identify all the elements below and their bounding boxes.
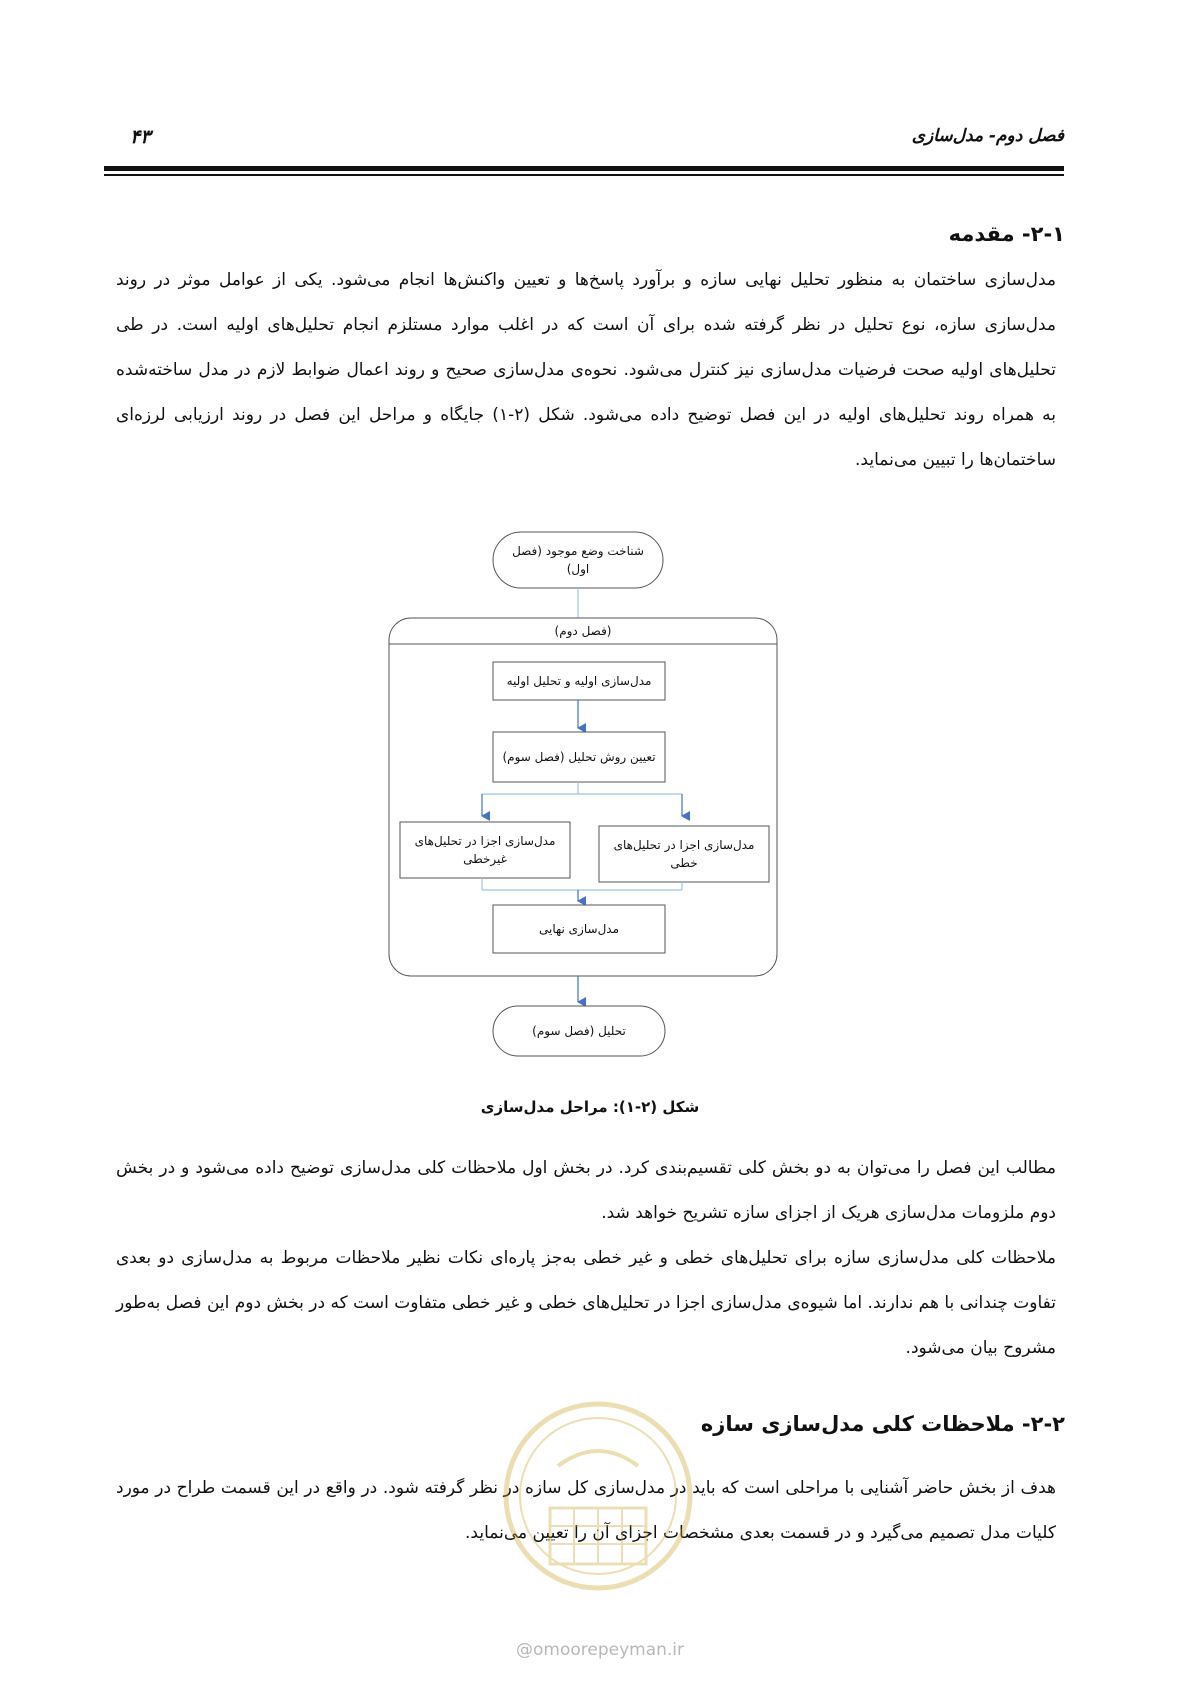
flowchart [380, 528, 800, 1068]
section-heading-introduction: ۲-۱- مقدمه [948, 222, 1065, 246]
section-heading-general-modeling: ۲-۲- ملاحظات کلی مدل‌سازی سازه [700, 1412, 1065, 1436]
header-rule-thick [104, 166, 1064, 171]
paragraph-chapter-overview: مطالب این فصل را می‌توان به دو بخش کلی تقسیم‌بندی کرد. در بخش اول ملاحظات کلی مدل‌سازی توضیح داده می‌شود و در بخش دوم ملزومات مدل‌سازی هریک از اجزای سازه تشریح خواهد شد. [116, 1158, 1056, 1223]
end-node-label: تحلیل (فصل سوم) [532, 1024, 626, 1038]
figure-caption: شکل (۲-۱): مراحل مدل‌سازی [480, 1098, 700, 1116]
page-number: ۴۳ [130, 126, 151, 148]
final-label: مدل‌سازی نهایی [538, 922, 620, 936]
chapter-title: فصل دوم- مدل‌سازی [911, 126, 1064, 146]
watermark-site: omoorepeyman.ir [532, 1640, 685, 1660]
step2-label: تعیین روش تحلیل (فصل سوم) [502, 750, 656, 764]
step1-label: مدل‌سازی اولیه و تحلیل اولیه [506, 674, 652, 688]
paragraph-general-modeling: هدف از بخش حاضر آشنایی با مراحلی است که باید در مدل‌سازی کل سازه در نظر گرفته شود. در واقع در این قسمت طراح در مورد کلیات مدل تصمیم می‌گیرد و در قسمت بعدی مشخصات اجزای آن را تعیین می‌نماید. [116, 1478, 1056, 1543]
watermark-seal-logo [498, 1396, 698, 1606]
running-header [104, 126, 1064, 156]
linear-label: مدل‌سازی اجزا در تحلیل‌های خطی [613, 838, 755, 870]
paragraph-introduction: مدل‌سازی ساختمان به منظور تحلیل نهایی سازه و برآورد پاسخ‌ها و تعیین واکنش‌ها انجام می‌شود. یکی از عوامل موثر در روند مدل‌سازی سازه، نوع تحلیل در نظر گرفته شده برای آن است که در اغلب موارد مستلزم انجام تحلیل‌های اولیه است. در طی تحلیل‌های اولیه صحت فرضیات مدل‌سازی نیز کنترل می‌شود. نحوه‌ی مدل‌سازی صحیح و روند اعمال ضوابط لازم در مدل ساخته‌شده به همراه روند تحلیل‌های اولیه در این فصل توضیح داده می‌شود. شکل (۲-۱) جایگاه و مراحل این فصل در روند ارزیابی لرزه‌ای ساختمان‌ها را تبیین می‌نماید. [116, 270, 1056, 470]
watermark-at-icon: @ [515, 1640, 533, 1660]
flowchart-shapes [380, 528, 800, 1068]
paragraph-general-considerations: ملاحظات کلی مدل‌سازی سازه برای تحلیل‌های خطی و غیر خطی به‌جز پاره‌ای نکات نظیر ملاحظات مربوط به مدل‌سازی دو بعدی تفاوت چندانی با هم ندارند. اما شیوه‌ی مدل‌سازی اجزا در تحلیل‌های خطی و غیر خطی متفاوت است که در بخش دوم این فصل به‌طور مشروح بیان می‌شود. [116, 1248, 1056, 1358]
nonlinear-label: مدل‌سازی اجزا در تحلیل‌های غیرخطی [414, 834, 556, 866]
start-node-label: شناخت وضع موجود (فصل اول) [512, 544, 644, 576]
watermark-site-text [470, 1640, 730, 1660]
header-rule-thin [104, 174, 1064, 176]
group-label: (فصل دوم) [554, 624, 612, 638]
